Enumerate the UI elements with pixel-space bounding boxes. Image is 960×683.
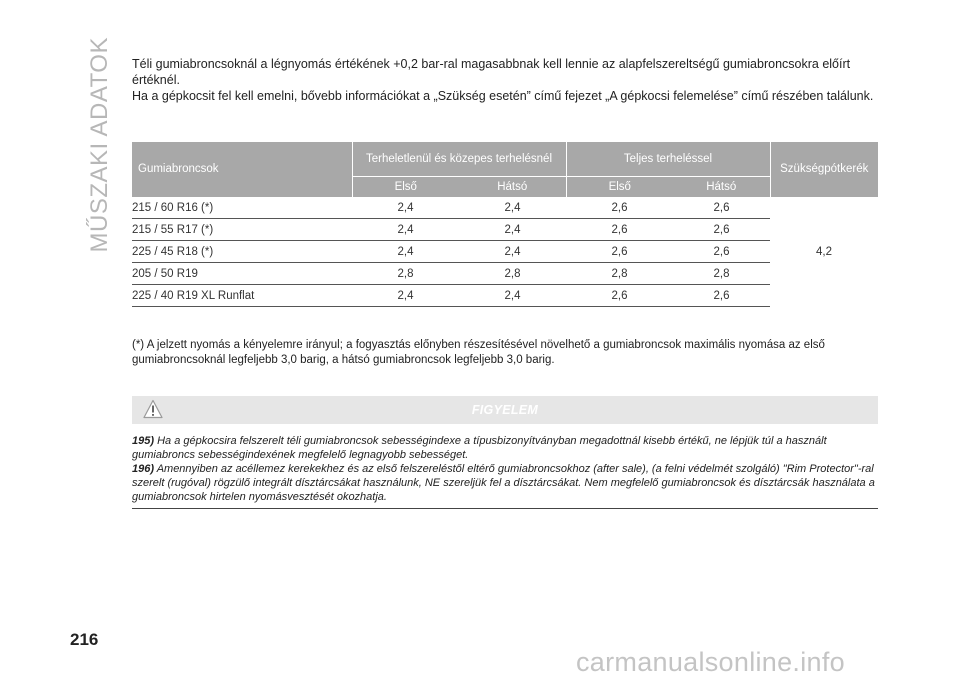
table-footnote: (*) A jelzett nyomás a kényelemre irányul; a fogyasztás előnyben részesítésével növelhető a gumiabroncsok maximális nyomása az első gumiabroncsoknál legfeljebb 3,0 barig, a hátsó gumiabroncsok legfeljebb 3,0 barig. xyxy=(132,339,825,366)
pressure-cell: 2,8 xyxy=(459,263,566,285)
table-row xyxy=(132,263,878,285)
tyre-size-cell: 225 / 45 R18 (*) xyxy=(132,241,352,263)
pressure-cell: 2,8 xyxy=(352,263,459,285)
header-full-load-group: Teljes terheléssel xyxy=(566,142,770,177)
pressure-cell: 2,6 xyxy=(673,219,770,241)
tyre-size-cell: 215 / 55 R17 (*) xyxy=(132,219,352,241)
pressure-cell: 2,6 xyxy=(673,241,770,263)
watermark: carmanualsonline.info xyxy=(576,647,845,677)
pressure-cell: 2,6 xyxy=(566,285,673,307)
warning-item xyxy=(132,462,878,504)
table-row xyxy=(132,197,878,219)
header-front: Első xyxy=(566,177,673,198)
tyre-size-cell: 215 / 60 R16 (*) xyxy=(132,197,352,219)
pressure-cell: 2,6 xyxy=(566,197,673,219)
pressure-cell: 2,4 xyxy=(459,241,566,263)
page-number: 216 xyxy=(70,630,99,649)
spare-wheel-pressure: 4,2 xyxy=(816,245,832,258)
pressure-cell: 2,4 xyxy=(459,219,566,241)
intro-paragraph: Ha a gépkocsit fel kell emelni, bővebb információkat a „Szükség esetén” című fejezet „A gépkocsi felemelése” című részében találunk. xyxy=(132,89,874,103)
side-section-title xyxy=(79,37,121,253)
header-rear: Hátsó xyxy=(673,177,770,198)
pressure-cell: 2,4 xyxy=(352,219,459,241)
pressure-cell: 2,4 xyxy=(352,197,459,219)
header-rear: Hátsó xyxy=(459,177,566,198)
intro-paragraph: Téli gumiabroncsoknál a légnyomás értékének +0,2 bar-ral magasabbnak kell lennie az alapfelszereltségű gumiabroncsokra előírt értéknél. xyxy=(132,57,851,87)
header-unloaded-group: Terheletlenül és közepes terhelésnél xyxy=(352,142,566,177)
pressure-cell: 2,4 xyxy=(459,197,566,219)
pressure-cell: 2,6 xyxy=(566,241,673,263)
header-spare-wheel: Szükségpótkerék xyxy=(770,142,878,197)
table-row xyxy=(132,241,878,263)
pressure-cell: 2,8 xyxy=(566,263,673,285)
pressure-cell: 2,4 xyxy=(459,285,566,307)
warning-item-number: 195) xyxy=(132,435,155,447)
header-tyre: Gumiabroncsok xyxy=(132,142,352,197)
table-row xyxy=(132,219,878,241)
pressure-cell: 2,4 xyxy=(352,241,459,263)
warning-header xyxy=(132,396,878,426)
pressure-cell: 2,4 xyxy=(352,285,459,307)
tyre-size-cell: 205 / 50 R19 xyxy=(132,263,352,285)
warning-body xyxy=(132,434,878,509)
warning-item-number: 196) xyxy=(132,463,155,475)
side-section-title-text: MŰSZAKI ADATOK xyxy=(86,37,113,253)
intro-text xyxy=(132,56,877,104)
pressure-cell: 2,8 xyxy=(673,263,770,285)
warning-title: FIGYELEM xyxy=(471,403,539,417)
pressure-cell: 2,6 xyxy=(673,197,770,219)
header-front: Első xyxy=(352,177,459,198)
warning-item-text: Amennyiben az acéllemez kerekekhez és az első felszereléstől eltérő gumiabroncsokhoz (after sale), (a felni védelmét szolgáló) "Rim Protector"-ral szerelt (rugóval) rögzülő integrált dísztárcsákat használunk, NE szereljük fel a dísztárcsákat. Nem megfelelő gumiabroncsok és dísztárcsák használata a gumiabroncsok hirtelen nyomásvesztését okozhatja. xyxy=(132,463,875,503)
pressure-cell: 2,6 xyxy=(673,285,770,307)
warning-item-text: Ha a gépkocsira felszerelt téli gumiabroncsok sebességindexe a típusbizonyítványban megadottnál kisebb értékű, ne lépjük túl a használt gumiabroncs sebességindexének megfelelő legnagyobb sebességet. xyxy=(132,435,827,461)
warning-item xyxy=(132,434,878,462)
tyre-size-cell: 225 / 40 R19 XL Runflat xyxy=(132,285,352,307)
tire-pressure-table xyxy=(132,142,878,307)
table-row xyxy=(132,285,878,307)
pressure-cell: 2,6 xyxy=(566,219,673,241)
